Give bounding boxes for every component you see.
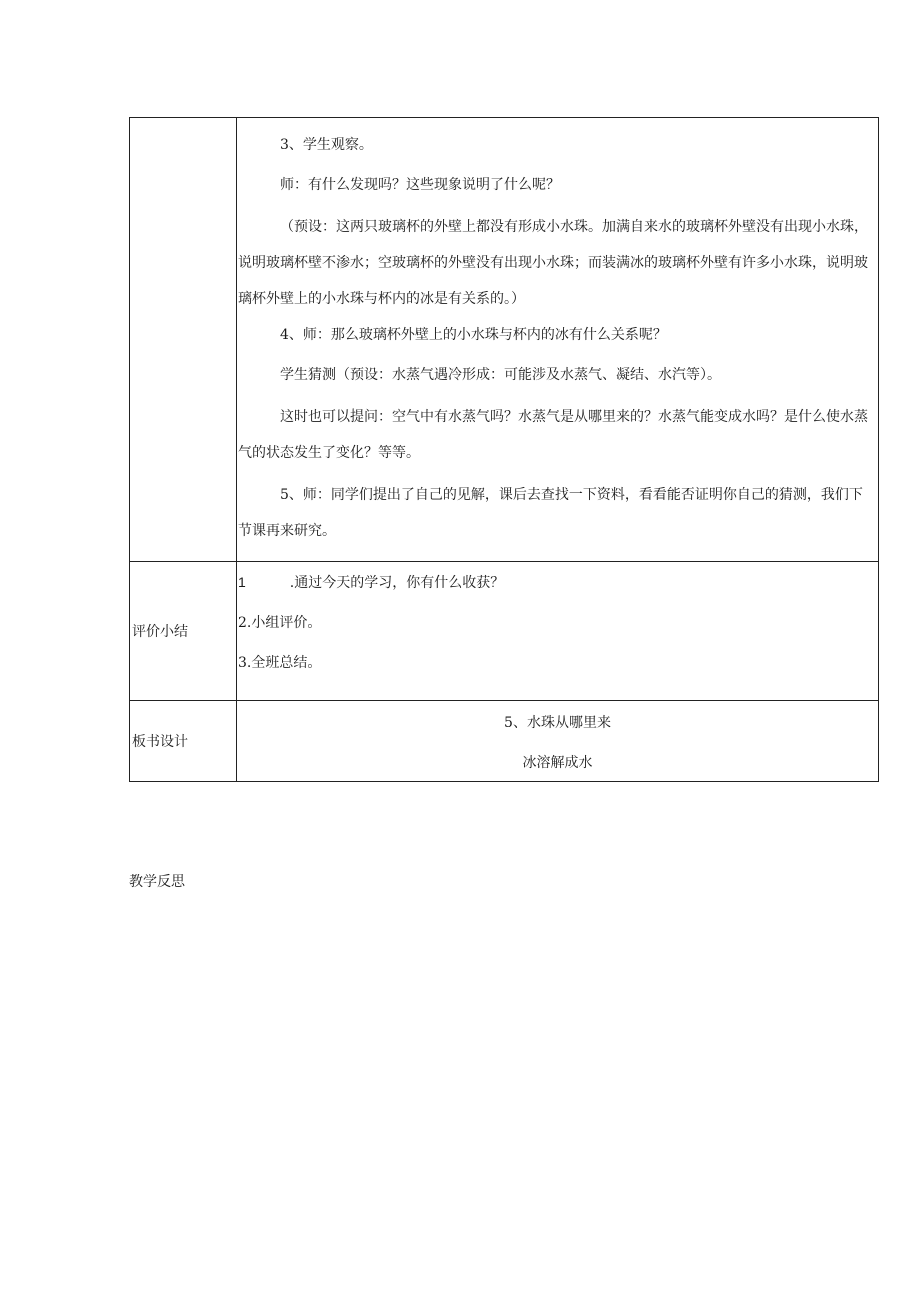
summary-item-1 bbox=[238, 572, 876, 593]
board-label: 板书设计 bbox=[132, 734, 188, 750]
summary-label-cell bbox=[130, 562, 237, 701]
reflection-label: 教学反思 bbox=[129, 874, 185, 890]
summary-item-2: 2.小组评价。 bbox=[238, 615, 322, 631]
summary-row bbox=[130, 562, 879, 701]
student-guess: 学生猜测（预设：水蒸气遇冷形成：可能涉及水蒸气、凝结、水汽等）。 bbox=[280, 367, 721, 383]
step-3-text: 3、学生观察。 bbox=[280, 137, 373, 153]
process-label-cell bbox=[130, 118, 237, 562]
process-row bbox=[130, 118, 879, 562]
teacher-prompt: 这时也可以提问：空气中有水蒸气吗？水蒸气是从哪里来的？水蒸气能变成水吗？是什么使水蒸气的状态发生了变化？等等。 bbox=[238, 409, 868, 461]
board-line-2: 冰溶解成水 bbox=[522, 755, 593, 771]
preset-answer: （预设：这两只玻璃杯的外壁上都没有形成小水珠。加满自来水的玻璃杯外壁没有出现小水珠，说明玻璃杯壁不渗水；空玻璃杯的外壁没有出现小水珠；而装满冰的玻璃杯外壁有许多小水珠，说明玻璃杯外壁上的小水珠与杯内的冰是有关系的。） bbox=[238, 219, 868, 307]
summary-item-3: 3.全班总结。 bbox=[238, 655, 322, 671]
board-row bbox=[130, 701, 879, 782]
board-label-cell bbox=[130, 701, 237, 782]
lesson-plan-table bbox=[129, 117, 879, 782]
summary-item-1-number: 1 bbox=[238, 574, 246, 590]
step-4-text: 4、师：那么玻璃杯外壁上的小水珠与杯内的冰有什么关系呢？ bbox=[280, 327, 667, 343]
summary-content-cell bbox=[237, 562, 879, 701]
process-content-cell bbox=[237, 118, 879, 562]
summary-label: 评价小结 bbox=[132, 624, 188, 640]
board-content-cell bbox=[237, 701, 879, 782]
teacher-question: 师：有什么发现吗？这些现象说明了什么呢？ bbox=[280, 177, 560, 193]
board-title: 5、水珠从哪里来 bbox=[504, 715, 611, 731]
summary-item-1-text: .通过今天的学习，你有什么收获？ bbox=[289, 575, 505, 591]
step-5-text: 5、师：同学们提出了自己的见解，课后去查找一下资料，看看能否证明你自己的猜测，我们下节课再来研究。 bbox=[238, 487, 863, 539]
